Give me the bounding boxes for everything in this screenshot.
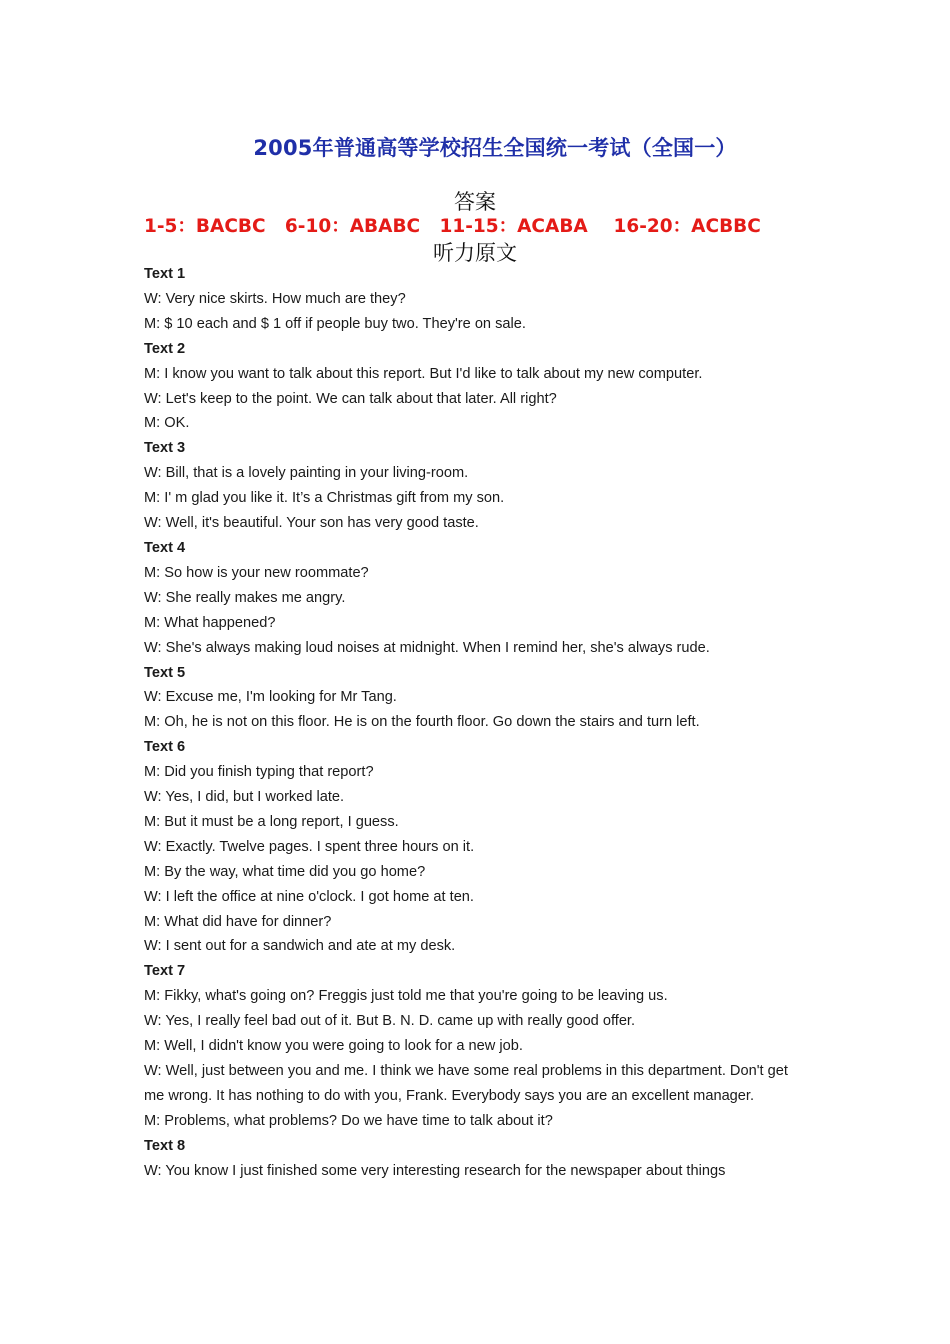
dialogue-line: W: Well, just between you and me. I think we have some real problems in this department. Don't get me wrong. It has nothing to do with you, Frank. Everybody says you are an excellent manager. bbox=[144, 1063, 788, 1104]
dialogue-line: W: I sent out for a sandwich and ate at my desk. bbox=[144, 938, 456, 955]
dialogue-line: W: Very nice skirts. How much are they? bbox=[144, 290, 406, 307]
dialogue-line: W: Let's keep to the point. We can talk about that later. All right? bbox=[144, 390, 557, 407]
dialogue-line: W: Excuse me, I'm looking for Mr Tang. bbox=[144, 689, 397, 706]
transcript-body bbox=[144, 262, 810, 1184]
dialogue-line: M: So how is your new roommate? bbox=[144, 564, 369, 581]
text-section-label: Text 6 bbox=[144, 739, 186, 756]
dialogue-line: M: What did have for dinner? bbox=[144, 913, 332, 930]
text-section-label: Text 2 bbox=[144, 340, 186, 357]
dialogue-line: M: But it must be a long report, I guess. bbox=[144, 813, 399, 830]
dialogue-line: W: I left the office at nine o'clock. I got home at ten. bbox=[144, 888, 474, 905]
dialogue-line: M: Fikky, what's going on? Freggis just told me that you're going to be leaving us. bbox=[144, 988, 668, 1005]
text-section-label: Text 1 bbox=[144, 266, 186, 282]
text-section-label: Text 7 bbox=[144, 963, 186, 980]
dialogue-line: M: $ 10 each and $ 1 off if people buy two. They're on sale. bbox=[144, 315, 526, 332]
dialogue-line: W: Exactly. Twelve pages. I spent three hours on it. bbox=[144, 838, 475, 855]
text-section-label: Text 8 bbox=[144, 1137, 186, 1154]
dialogue-line: W: She really makes me angry. bbox=[144, 589, 346, 606]
dialogue-line: M: What happened? bbox=[144, 614, 276, 631]
dialogue-line: M: OK. bbox=[144, 415, 190, 432]
page-title: 2005年普通高等学校招生全国统一考试（全国一） bbox=[253, 136, 737, 160]
dialogue-line: M: Problems, what problems? Do we have time to talk about it? bbox=[144, 1112, 553, 1129]
text-section-label: Text 3 bbox=[144, 440, 186, 457]
text-section-label: Text 5 bbox=[144, 664, 186, 681]
dialogue-line: W: Yes, I really feel bad out of it. But B. N. D. came up with really good offer. bbox=[144, 1013, 636, 1030]
dialogue-line: W: You know I just finished some very interesting research for the newspaper about things bbox=[144, 1162, 726, 1179]
dialogue-line: M: Oh, he is not on this floor. He is on the fourth floor. Go down the stairs and turn left. bbox=[144, 714, 700, 731]
dialogue-line: W: Well, it's beautiful. Your son has very good taste. bbox=[144, 515, 479, 532]
text-section-label: Text 4 bbox=[144, 539, 186, 556]
dialogue-line: M: I' m glad you like it. It’s a Christmas gift from my son. bbox=[144, 490, 505, 507]
dialogue-line: W: Yes, I did, but I worked late. bbox=[144, 789, 345, 806]
dialogue-line: M: I know you want to talk about this report. But I'd like to talk about my new computer. bbox=[144, 365, 703, 382]
answer-heading: 答案 bbox=[454, 190, 496, 214]
dialogue-line: W: Bill, that is a lovely painting in your living-room. bbox=[144, 465, 469, 482]
dialogue-line: M: By the way, what time did you go home? bbox=[144, 863, 426, 880]
dialogue-line: M: Well, I didn't know you were going to look for a new job. bbox=[144, 1038, 523, 1055]
answer-key: 1-5：BACBC 6-10：ABABC 11-15：ACABA 16-20：ACBBC bbox=[144, 216, 761, 237]
transcript-heading: 听力原文 bbox=[433, 241, 517, 265]
dialogue-line: M: Did you finish typing that report? bbox=[144, 764, 374, 781]
dialogue-line: W: She's always making loud noises at midnight. When I remind her, she's always rude. bbox=[144, 639, 710, 656]
